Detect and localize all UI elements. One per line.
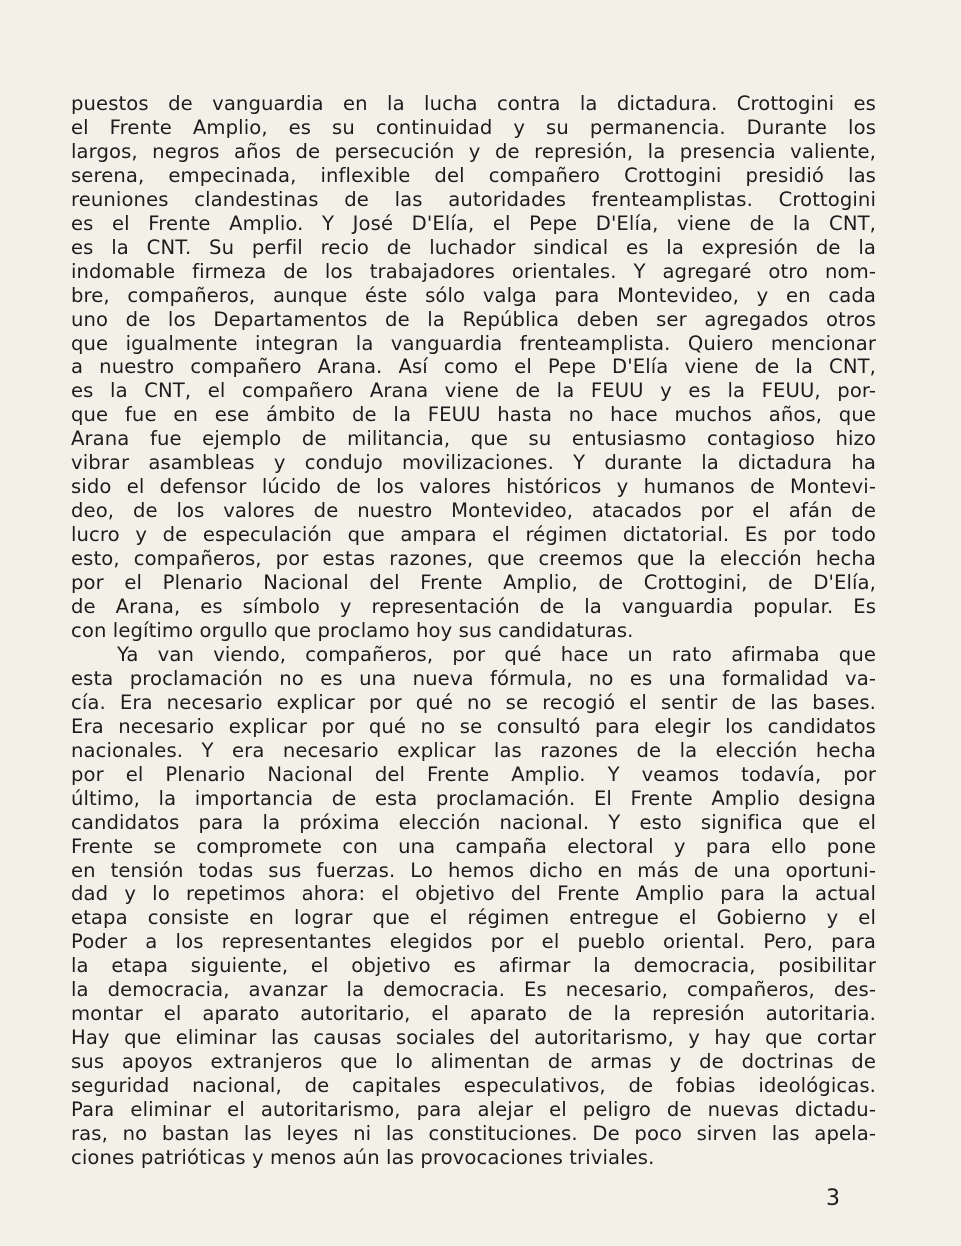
text-line: a nuestro compañero Arana. Así como el Pepe D'Elía viene de la CNT,: [71, 355, 876, 379]
text-line: Hay que eliminar las causas sociales del autoritarismo, y hay que cortar: [71, 1026, 876, 1050]
text-line: Ya van viendo, compañeros, por qué hace un rato afirmaba que: [117, 642, 876, 666]
body-text: [71, 92, 876, 1170]
text-line: ras, no bastan las leyes ni las constituciones. De poco sirven las apela-: [71, 1121, 876, 1145]
text-line: es la CNT, el compañero Arana viene de la FEUU y es la FEUU, por-: [71, 379, 876, 403]
text-line: es el Frente Amplio. Y José D'Elía, el Pepe D'Elía, viene de la CNT,: [71, 211, 876, 235]
text-line: uno de los Departamentos de la República deben ser agregados otros: [71, 307, 876, 331]
text-line: que fue en ese ámbito de la FEUU hasta no hace muchos años, que: [71, 403, 876, 427]
text-line: candidatos para la próxima elección nacional. Y esto significa que el: [71, 810, 876, 834]
text-line: último, la importancia de esta proclamación. El Frente Amplio designa: [71, 786, 876, 810]
text-line: que igualmente integran la vanguardia frenteamplista. Quiero mencionar: [71, 331, 876, 355]
text-line: esta proclamación no es una nueva fórmula, no es una formalidad va-: [71, 666, 876, 690]
text-line: etapa consiste en lograr que el régimen entregue el Gobierno y el: [71, 906, 876, 930]
text-line: ciones patrióticas y menos aún las provocaciones triviales.: [71, 1145, 655, 1169]
text-line: deo, de los valores de nuestro Montevideo, atacados por el afán de: [71, 499, 876, 523]
text-line: seguridad nacional, de capitales especulativos, de fobias ideológicas.: [71, 1074, 876, 1098]
text-line: montar el aparato autoritario, el aparato de la represión autoritaria.: [71, 1002, 876, 1026]
text-line: nacionales. Y era necesario explicar las razones de la elección hecha: [71, 738, 876, 762]
text-line: lucro y de especulación que ampara el régimen dictatorial. Es por todo: [71, 523, 876, 547]
text-line: Frente se compromete con una campaña electoral y para ello pone: [71, 834, 876, 858]
text-line: indomable firmeza de los trabajadores orientales. Y agregaré otro nom-: [71, 259, 876, 283]
text-line: por el Plenario Nacional del Frente Amplio, de Crottogini, de D'Elía,: [71, 571, 876, 595]
text-line: Era necesario explicar por qué no se consultó para elegir los candidatos: [71, 714, 876, 738]
text-line: de Arana, es símbolo y representación de la vanguardia popular. Es: [71, 595, 876, 619]
text-line: serena, empecinada, inflexible del compañero Crottogini presidió las: [71, 163, 876, 187]
text-line: dad y lo repetimos ahora: el objetivo del Frente Amplio para la actual: [71, 882, 876, 906]
text-line: es la CNT. Su perfil recio de luchador sindical es la expresión de la: [71, 235, 876, 259]
text-line: cía. Era necesario explicar por qué no se recogió el sentir de las bases.: [71, 690, 876, 714]
page-number: 3: [826, 1186, 840, 1211]
text-line: esto, compañeros, por estas razones, que creemos que la elección hecha: [71, 547, 876, 571]
text-line: con legítimo orgullo que proclamo hoy sus candidaturas.: [71, 618, 634, 642]
text-line: sus apoyos extranjeros que lo alimentan de armas y de doctrinas de: [71, 1050, 876, 1074]
text-line: el Frente Amplio, es su continuidad y su permanencia. Durante los: [71, 115, 876, 139]
text-line: en tensión todas sus fuerzas. Lo hemos dicho en más de una oportuni-: [71, 858, 876, 882]
text-line: vibrar asambleas y condujo movilizaciones. Y durante la dictadura ha: [71, 451, 876, 475]
text-line: por el Plenario Nacional del Frente Amplio. Y veamos todavía, por: [71, 762, 876, 786]
text-line: Para eliminar el autoritarismo, para alejar el peligro de nuevas dictadu-: [71, 1098, 876, 1122]
text-line: sido el defensor lúcido de los valores históricos y humanos de Montevi-: [71, 475, 876, 499]
text-line: bre, compañeros, aunque éste sólo valga para Montevideo, y en cada: [71, 283, 876, 307]
text-line: puestos de vanguardia en la lucha contra la dictadura. Crottogini es: [71, 92, 876, 115]
text-line: largos, negros años de persecución y de represión, la presencia valiente,: [71, 139, 876, 163]
text-line: Poder a los representantes elegidos por el pueblo oriental. Pero, para: [71, 930, 876, 954]
text-line: Arana fue ejemplo de militancia, que su entusiasmo contagioso hizo: [71, 427, 876, 451]
text-line: la democracia, avanzar la democracia. Es necesario, compañeros, des-: [71, 978, 876, 1002]
text-line: reuniones clandestinas de las autoridades frenteamplistas. Crottogini: [71, 187, 876, 211]
text-line: la etapa siguiente, el objetivo es afirmar la democracia, posibilitar: [71, 954, 876, 978]
